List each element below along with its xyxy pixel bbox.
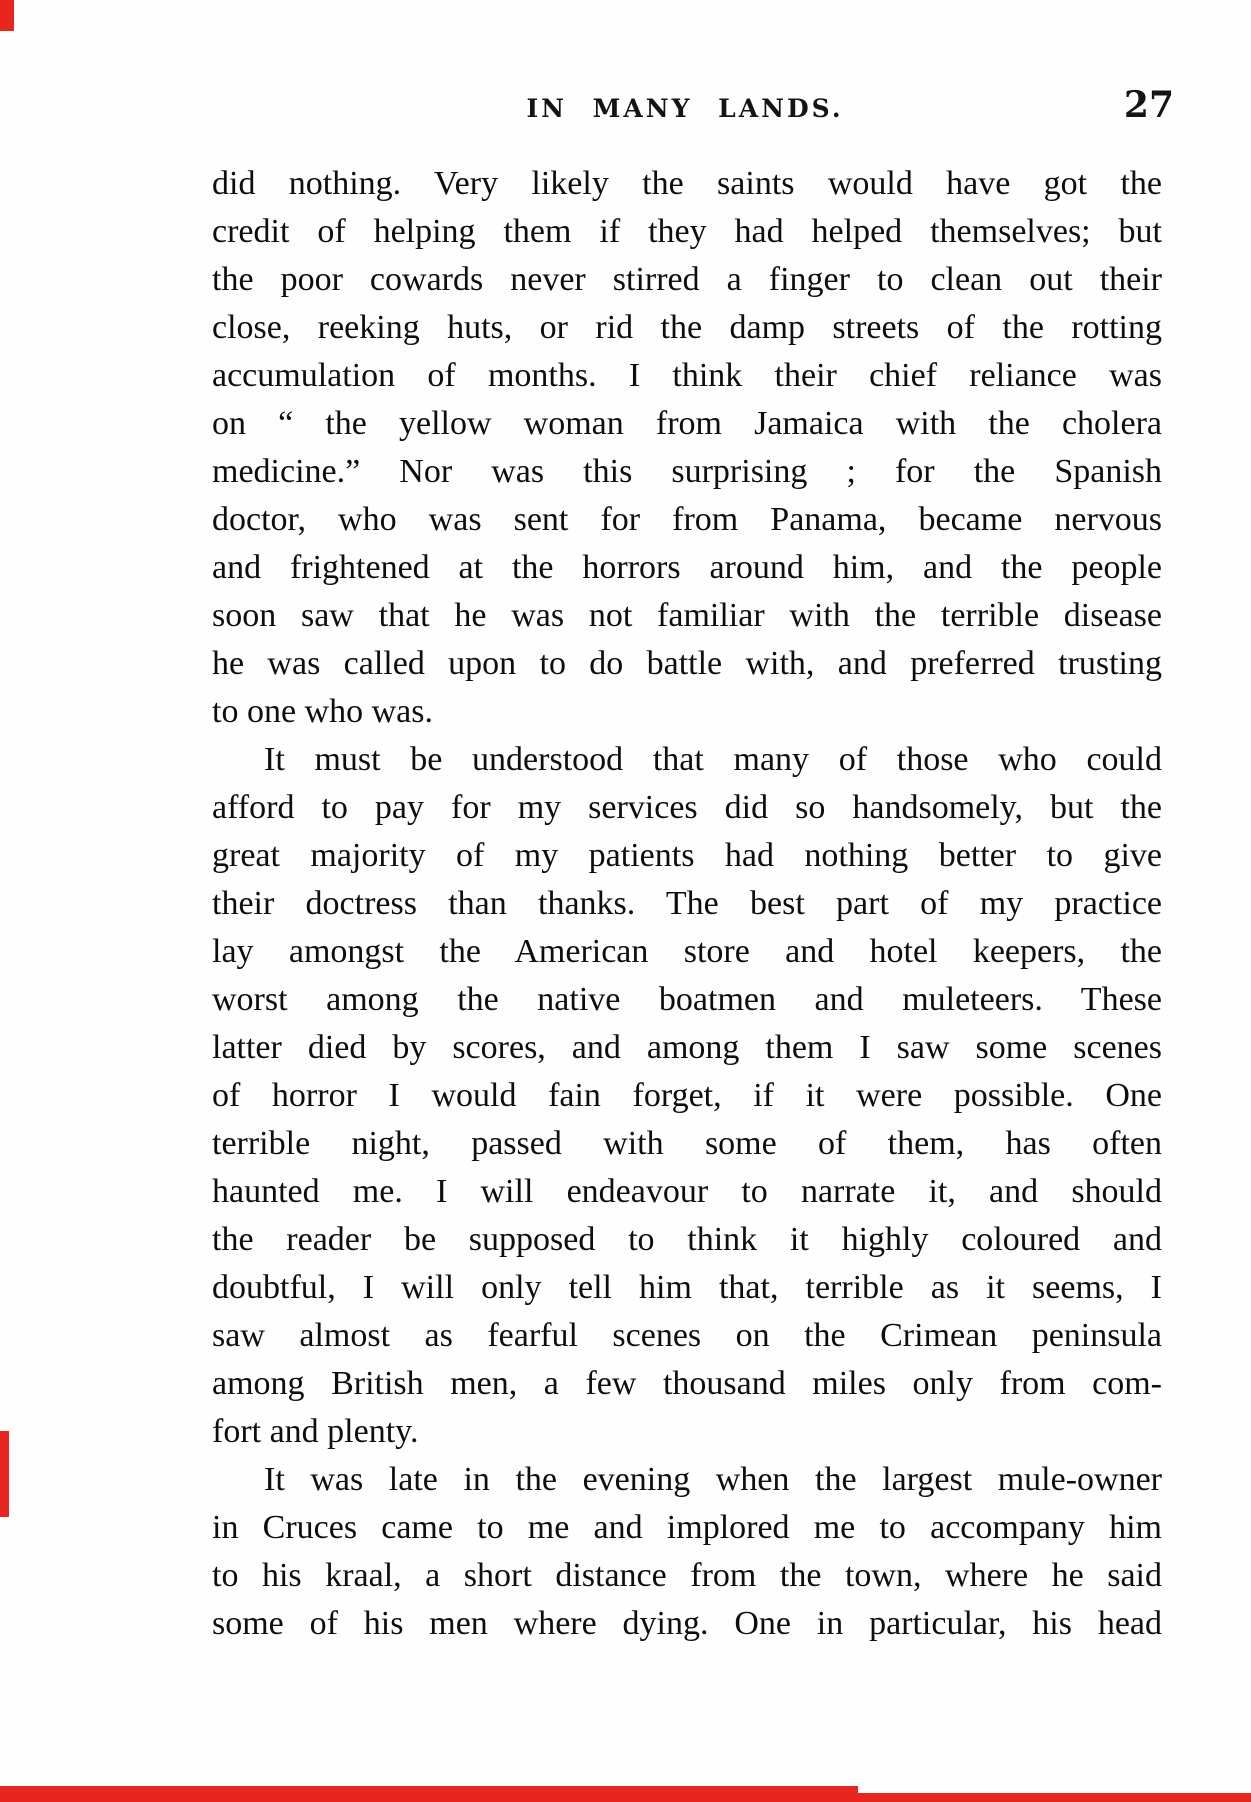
text-line: afford to pay for my services did so handsomely, but the [212, 789, 1162, 826]
text-line: to one who was. [212, 693, 433, 730]
text-line: did nothing. Very likely the saints would have got the [212, 165, 1162, 202]
text-line: great majority of my patients had nothing better to give [212, 837, 1162, 874]
text-line: to his kraal, a short distance from the town, where he said [212, 1557, 1162, 1594]
page-text [212, 160, 1162, 1648]
paragraph [212, 736, 1162, 1456]
text-line: credit of helping them if they had helped themselves; but [212, 213, 1162, 250]
text-line: of horror I would fain forget, if it were possible. One [212, 1077, 1162, 1114]
text-line: he was called upon to do battle with, and preferred trusting [212, 645, 1162, 682]
paragraph [212, 1456, 1162, 1648]
text-line: soon saw that he was not familiar with the terrible disease [212, 597, 1162, 634]
paragraph [212, 160, 1162, 736]
text-line: fort and plenty. [212, 1413, 419, 1450]
text-line: It must be understood that many of those who could [264, 741, 1162, 778]
scan-artifact-bottom-left [0, 1786, 858, 1802]
text-line: medicine.” Nor was this surprising ; for the Spanish [212, 453, 1162, 490]
page-number: 27 [1123, 84, 1174, 126]
scan-artifact-left-strip [0, 1431, 9, 1517]
text-line: latter died by scores, and among them I saw some scenes [212, 1029, 1162, 1066]
text-line: saw almost as fearful scenes on the Crimean peninsula [212, 1317, 1162, 1354]
text-line: among British men, a few thousand miles only from com- [212, 1365, 1162, 1402]
text-line: in Cruces came to me and implored me to accompany him [212, 1509, 1162, 1546]
text-line: accumulation of months. I think their chief reliance was [212, 357, 1162, 394]
text-line: haunted me. I will endeavour to narrate it, and should [212, 1173, 1162, 1210]
text-line: lay amongst the American store and hotel keepers, the [212, 933, 1162, 970]
text-line: the poor cowards never stirred a finger to clean out their [212, 261, 1162, 298]
text-line: terrible night, passed with some of them, has often [212, 1125, 1162, 1162]
text-line: and frightened at the horrors around him, and the people [212, 549, 1162, 586]
text-line: worst among the native boatmen and muleteers. These [212, 981, 1162, 1018]
text-line: doubtful, I will only tell him that, terrible as it seems, I [212, 1269, 1162, 1306]
text-line: close, reeking huts, or rid the damp streets of the rotting [212, 309, 1162, 346]
page-header [210, 84, 1174, 128]
scan-artifact-top-left [0, 0, 14, 31]
text-line: on “ the yellow woman from Jamaica with the cholera [212, 405, 1162, 442]
text-line: some of his men where dying. One in particular, his head [212, 1605, 1162, 1642]
text-line: It was late in the evening when the largest mule-owner [264, 1461, 1162, 1498]
text-line: their doctress than thanks. The best part of my practice [212, 885, 1162, 922]
text-line: doctor, who was sent for from Panama, became nervous [212, 501, 1162, 538]
text-line: the reader be supposed to think it highly coloured and [212, 1221, 1162, 1258]
running-title: IN MANY LANDS. [526, 94, 844, 123]
